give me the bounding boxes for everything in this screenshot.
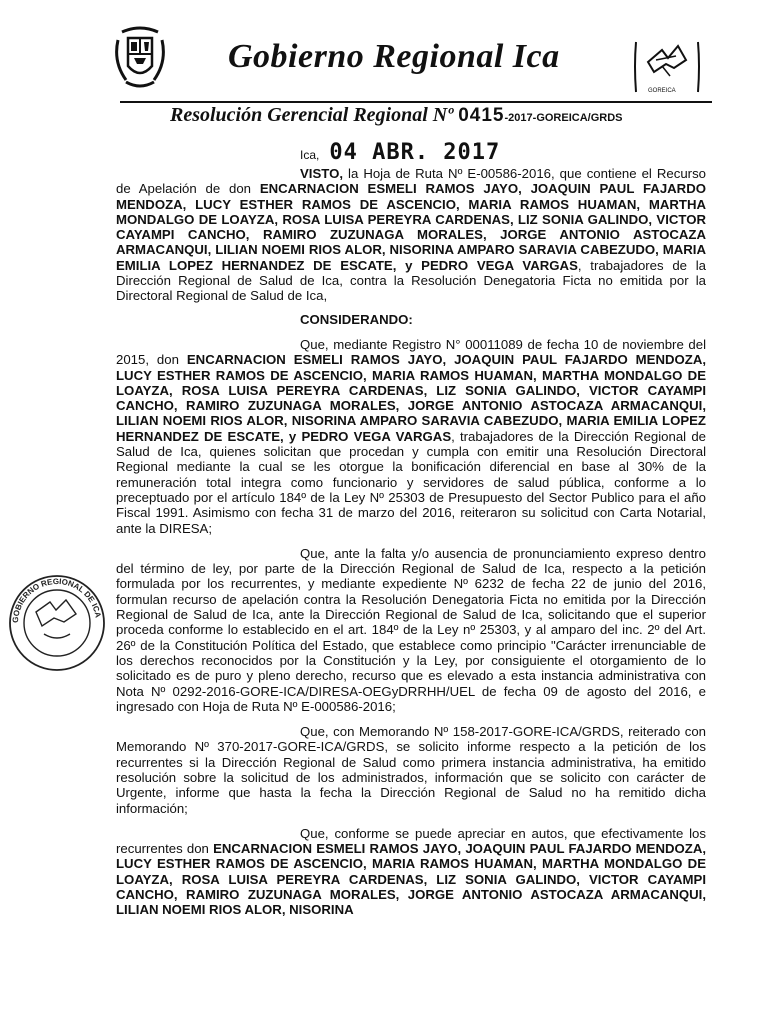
visto-paragraph	[116, 166, 706, 304]
resolution-heading	[170, 104, 623, 127]
date-line	[300, 140, 500, 165]
document-body	[116, 166, 706, 918]
visto-names: ENCARNACION ESMELI RAMOS JAYO, JOAQUIN PAUL FAJARDO MENDOZA, LUCY ESTHER RAMOS DE ASCENCIO, MARIA RAMOS HUAMAN, MARTHA MONDALGO DE LOAYZA, ROSA LUISA PEREYRA CARDENAS, LIZ SONIA GALINDO, VICTOR CAYAMPI CANCHO, RAMIRO ZUZUNAGA MORALES, JORGE ANTONIO ASTOCAZA ARMACANQUI, LILIAN NOEMI RIOS ALOR, NISORINA AMPARO SARAVIA CABEZUDO, MARIA EMILIA LOPEZ HERNANDEZ DE ESCATE, y PEDRO VEGA VARGAS	[116, 181, 706, 273]
paragraph-1	[116, 337, 706, 536]
paragraph-2: Que, ante la falta y/o ausencia de pronunciamiento expreso dentro del término de ley, por parte de la Dirección Regional de Salud de Ica, respecto a la petición formulada por los recurrentes, y mediante expediente Nº 6232 de fecha 22 de junio del 2016, formulan recurso de apelación contra la Resolución Denegatoria Ficta no emitida por la Dirección Regional de Salud de Ica, ante la Dirección Regional de Salud de Ica, solicitando que el superior proceda conforme lo establecido en el art. 184º de la Ley nº 25303, y al amparo del inc. 2º del Art. 26º de la Constitución Política del Estado, que establece como principio "Carácter irrenunciable de los derechos reconocidos por la Constitución y la Ley, por consiguiente el otorgamiento de lo solicitado es de puro y pleno derecho, recurso que es elevado a esta instancia administrativa con Nota Nº 0292-2016-GORE-ICA/DIRESA-OEGyDRRHH/UEL de fecha 09 de agosto del 2016, e ingresado con Hoja de Ruta Nº E-000586-2016;	[116, 545, 706, 714]
date-stamp: 04 ABR. 2017	[329, 140, 501, 165]
resolution-number: 0415	[458, 105, 505, 126]
resolution-label: Resolución Gerencial Regional Nº	[170, 104, 454, 126]
paragraph-4	[116, 826, 706, 918]
visto-lead: VISTO,	[300, 166, 343, 181]
peru-coat-of-arms-icon	[112, 22, 168, 96]
p1-text-1: Que, mediante Registro N° 00011089 de fecha 10 de noviembre del 2015, don	[116, 336, 706, 368]
goreica-logo-caption: GOREICA	[648, 88, 676, 94]
resolution-code: -2017-GOREICA/GRDS	[504, 112, 623, 124]
visto-text-1: la Hoja de Ruta Nº E-00586-2016, que contiene el Recurso de Apelación de don	[116, 166, 706, 197]
paragraph-3: Que, con Memorando Nº 158-2017-GORE-ICA/GRDS, reiterado con Memorando Nº 370-2017-GORE-ICA/GRDS, se solicito informe respecto a la petición de los recurrentes si la Dirección Regional de Salud como primera instancia administrativa, ha emitido resolución sobre la solicitud de los administrados, información que se solicito con carácter de Urgente, informe que hasta la fecha la Dirección Regional de Salud no ha remitido dicha información;	[116, 724, 706, 816]
official-seal-stamp	[6, 572, 108, 674]
government-title: Gobierno Regional Ica	[228, 38, 560, 75]
visto-text-2: , trabajadores de la Dirección Regional de Salud de Ica, contra la Resolución Denegatoria Ficta no emitida por la Directoral Regional de Salud de Ica,	[116, 257, 707, 304]
p4-names: ENCARNACION ESMELI RAMOS JAYO, JOAQUIN PAUL FAJARDO MENDOZA, LUCY ESTHER RAMOS DE ASCENCIO, MARIA RAMOS HUAMAN, MARTHA MONDALGO DE LOAYZA, ROSA LUISA PEREYRA CARDENAS, LIZ SONIA GALINDO, VICTOR CAYAMPI CANCHO, RAMIRO ZUZUNAGA MORALES, JORGE ANTONIO ASTOCAZA ARMACANQUI, LILIAN NOEMI RIOS ALOR, NISORINA	[116, 841, 707, 918]
city: Ica,	[300, 148, 320, 162]
p1-names: ENCARNACION ESMELI RAMOS JAYO, JOAQUIN PAUL FAJARDO MENDOZA, LUCY ESTHER RAMOS DE ASCENCIO, MARIA RAMOS HUAMAN, MARTHA MONDALGO DE LOAYZA, ROSA LUISA PEREYRA CARDENAS, LIZ SONIA GALINDO, VICTOR CAYAMPI CANCHO, RAMIRO ZUZUNAGA MORALES, JORGE ANTONIO ASTOCAZA ARMACANQUI, LILIAN NOEMI RIOS ALOR, NISORINA AMPARO SARAVIA CABEZUDO, MARIA EMILIA LOPEZ HERNANDEZ DE ESCATE, y PEDRO VEGA VARGAS	[116, 352, 707, 444]
seal-text: GOBIERNO REGIONAL DE ICA	[10, 576, 103, 624]
considerando-heading: CONSIDERANDO:	[300, 311, 413, 327]
p4-text-1: Que, conforme se puede apreciar en autos, que efectivamente los recurrentes don	[116, 825, 706, 857]
header-divider	[120, 101, 712, 103]
p1-text-2: , trabajadores de la Dirección Regional de Salud de Ica, quienes solicitan que procedan y cumpla con emitir una Resolución Directoral Regional mediante la cual se les otorgue la bonificación diferencial en base al 30% de la remuneración total integra como funcionario y servidores de salud pública, conforme a lo preceptuado por el artículo 184º de la Ley Nº 25303 de Presupuesto del Sector Publico para el año Fiscal 1991. Asimismo con fecha 31 de marzo del 2016, reiteraron su solicitud con Carta Notarial, ante la DIRESA;	[116, 428, 706, 536]
